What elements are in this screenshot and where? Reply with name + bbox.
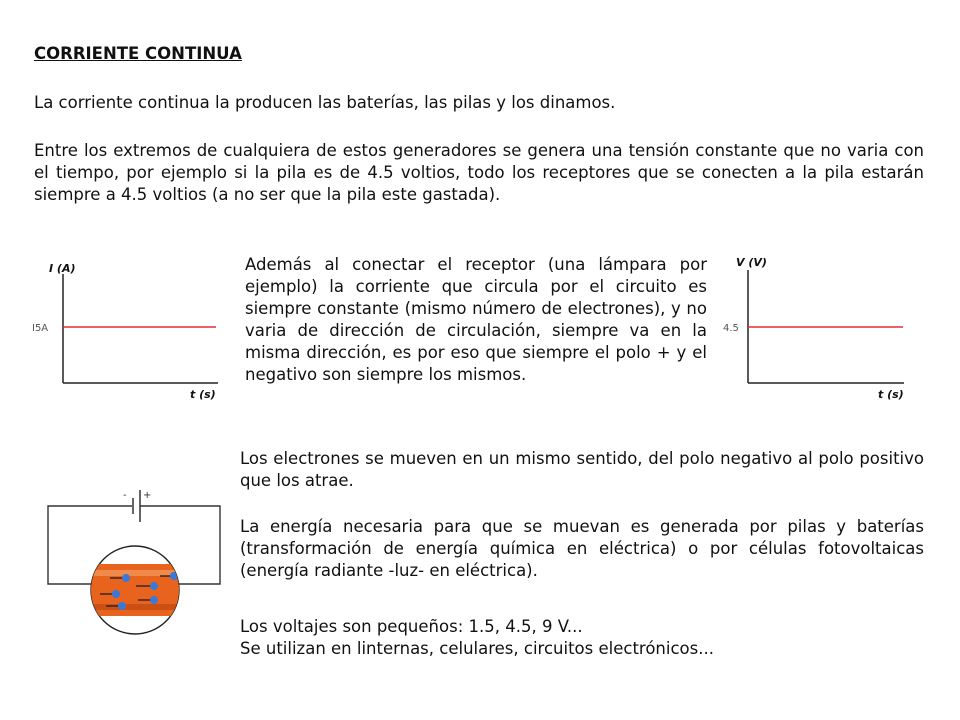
voltage-graph-y-label: V (V) bbox=[736, 256, 767, 269]
voltage-time-graph bbox=[718, 252, 918, 404]
current-time-graph bbox=[30, 256, 230, 406]
electron-direction-paragraph: Los electrones se mueven en un mismo sentido, del polo negativo al polo positivo que los atrae. bbox=[240, 449, 924, 490]
voltages-line: Los voltajes son pequeños: 1.5, 4.5, 9 V... bbox=[240, 617, 583, 636]
document-title: CORRIENTE CONTINUA bbox=[34, 44, 242, 63]
voltage-graph-x-label: t (s) bbox=[878, 388, 904, 401]
voltage-graph-level-label: 4.5 bbox=[723, 323, 739, 334]
applications-line: Se utilizan en linternas, celulares, circuitos electrónicos... bbox=[240, 639, 714, 658]
constant-current-paragraph: Además al conectar el receptor (una lámpara por ejemplo) la corriente que circula por el circuito es siempre constante (mismo número de electrones), y no varia de dirección de circulación, siempre va en la misma dirección, es por eso que siempre el polo + y el negativo son siempre los mismos. bbox=[245, 255, 707, 384]
current-graph-x-label: t (s) bbox=[190, 388, 216, 401]
battery-plus-label: + bbox=[143, 490, 152, 501]
energy-source-paragraph: La energía necesaria para que se muevan es generada por pilas y baterías (transformación de energía química en eléctrica) o por células fotovoltaicas (energía radiante -luz- en eléctrica). bbox=[240, 517, 924, 580]
intro-paragraph: La corriente continua la producen las baterías, las pilas y los dinamos. bbox=[34, 93, 616, 112]
current-graph-level-label: I5A bbox=[32, 323, 49, 334]
battery-minus-label: - bbox=[123, 490, 127, 501]
voltage-paragraph: Entre los extremos de cualquiera de estos generadores se genera una tensión constante que no varia con el tiempo, por ejemplo si la pila es de 4.5 voltios, todo los receptores que se conecten a la pila estarán siempre a 4.5 voltios (a no ser que la pila este gastada). bbox=[34, 141, 924, 204]
uses-paragraph bbox=[240, 616, 924, 660]
current-graph-y-label: I (A) bbox=[49, 262, 76, 275]
circuit-diagram bbox=[40, 486, 225, 636]
